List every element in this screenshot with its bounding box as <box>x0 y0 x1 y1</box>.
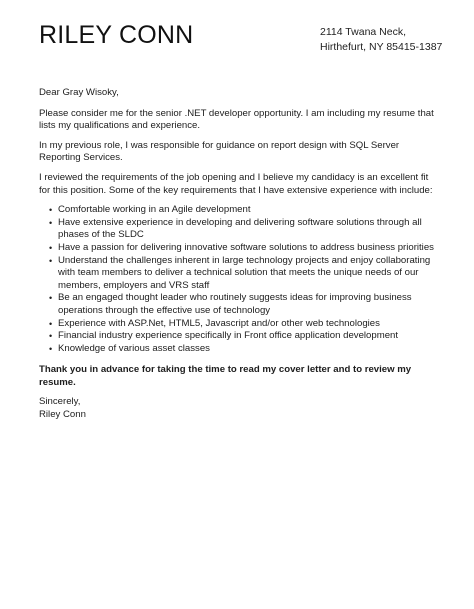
list-item-text: Understand the challenges inherent in large technology projects and enjoy collaborating with team members to deliver a technical solution that meets the unique needs of our members, employers and VRS staff <box>58 254 431 291</box>
applicant-address <box>320 25 442 55</box>
address-line-2: Hirthefurt, NY 85415-1387 <box>320 41 443 53</box>
list-item-text: Experience with ASP.Net, HTML5, Javascript and/or other web technologies <box>58 317 380 329</box>
thank-you-line: Thank you in advance for taking the time to read my cover letter and to review my resume. <box>39 364 412 388</box>
list-item <box>49 292 439 317</box>
list-item-text: Have extensive experience in developing and delivering software solutions through all phases of the SLDC <box>58 216 422 241</box>
list-item-text: Knowledge of various asset classes <box>58 342 210 354</box>
address-line-1: 2114 Twana Neck, <box>320 26 406 38</box>
closing-block <box>39 396 439 421</box>
list-item <box>49 242 439 255</box>
signature-name: Riley Conn <box>39 409 86 421</box>
bullet-icon: • <box>49 255 53 266</box>
bullet-icon: • <box>49 343 53 354</box>
list-item-text: Comfortable working in an Agile development <box>58 204 251 216</box>
requirements-list <box>39 204 439 355</box>
list-item <box>49 255 439 293</box>
paragraph-requirements-intro: I reviewed the requirements of the job opening and I believe my candidacy is an excellent fit for this position. Some of the key requirements that I have extensive experience with include: <box>39 171 433 196</box>
bullet-icon: • <box>49 318 53 329</box>
bullet-icon: • <box>49 217 53 228</box>
list-item <box>49 217 439 242</box>
bullet-icon: • <box>49 331 53 342</box>
list-item-text: Financial industry experience specifically in Front office application development <box>58 330 399 342</box>
closing-word: Sincerely, <box>39 396 81 408</box>
list-item <box>49 330 439 343</box>
salutation: Dear Gray Wisoky, <box>39 87 119 98</box>
paragraph-intro: Please consider me for the senior .NET developer opportunity. I am including my resume that lists my qualifications and experience. <box>39 107 434 132</box>
list-item <box>49 204 439 217</box>
applicant-name: RILEY CONN <box>39 21 194 49</box>
list-item <box>49 343 439 356</box>
bullet-icon: • <box>49 205 53 216</box>
letter-body <box>39 87 439 422</box>
bullet-icon: • <box>49 293 53 304</box>
list-item <box>49 318 439 331</box>
paragraph-previous-role: In my previous role, I was responsible for guidance on report design with SQL Server Reporting Services. <box>39 139 400 164</box>
list-item-text: Have a passion for delivering innovative software solutions to address business priorities <box>58 241 434 253</box>
bullet-icon: • <box>49 242 53 253</box>
list-item-text: Be an engaged thought leader who routinely suggests ideas for improving business operations through the effective use of technology <box>58 292 412 316</box>
